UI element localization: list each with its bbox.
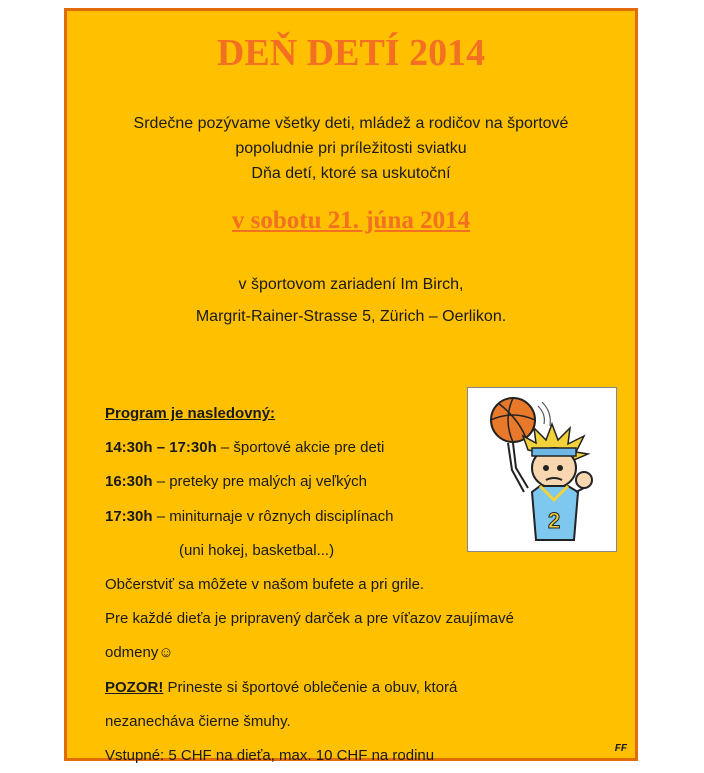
- program-text: – športové akcie pre deti: [216, 439, 385, 457]
- venue-line: v športovom zariadení Im Birch,: [238, 276, 464, 293]
- venue: [67, 269, 635, 333]
- entry-fee: Vstupné: 5 CHF na dieťa, max. 10 CHF na rodinu: [105, 746, 435, 764]
- warning-text: [105, 671, 625, 705]
- warning-text-continued: nezanecháva čierne šmuhy.: [105, 712, 291, 730]
- invitation-line: Srdečne pozývame všetky deti, mládež a rodičov na športové: [133, 115, 569, 132]
- basketball-kid-illustration: [467, 387, 617, 552]
- warning-label: POZOR!: [105, 678, 164, 696]
- refreshments-text: Občerstviť sa môžete v našom bufete a pri grile.: [105, 575, 425, 593]
- program-time: 16:30h: [105, 473, 153, 491]
- program-text: – miniturnaje v rôznych disciplínach: [152, 507, 394, 525]
- poster-title: DEŇ DETÍ 2014: [216, 32, 486, 74]
- gift-text-continued: odmeny☺: [105, 644, 174, 662]
- program-text: – preteky pre malých aj veľkých: [152, 473, 367, 491]
- invitation-text: [67, 111, 635, 186]
- signature: FF: [614, 743, 627, 754]
- warning-body: Prineste si športové oblečenie a obuv, ktorá: [163, 678, 458, 696]
- program-time: 14:30h – 17:30h: [105, 439, 217, 457]
- program-heading: Program je nasledovný:: [105, 405, 276, 422]
- poster: [64, 8, 638, 764]
- program-note: (uni hokej, basketbal...): [179, 541, 335, 559]
- jersey-number: 2: [548, 508, 561, 533]
- program-time: 17:30h: [105, 507, 153, 525]
- gift-text: Pre každé dieťa je pripravený darček a pre víťazov zaujímavé: [105, 610, 514, 628]
- invitation-line: Dňa detí, ktoré sa uskutoční: [251, 165, 451, 182]
- event-date: v sobotu 21. júna 2014: [231, 207, 471, 234]
- venue-line: Margrit-Rainer-Strasse 5, Zürich – Oerlikon.: [195, 308, 507, 325]
- basketball-player-icon: [468, 388, 616, 551]
- invitation-line: popoludnie pri príležitosti sviatku: [235, 140, 467, 157]
